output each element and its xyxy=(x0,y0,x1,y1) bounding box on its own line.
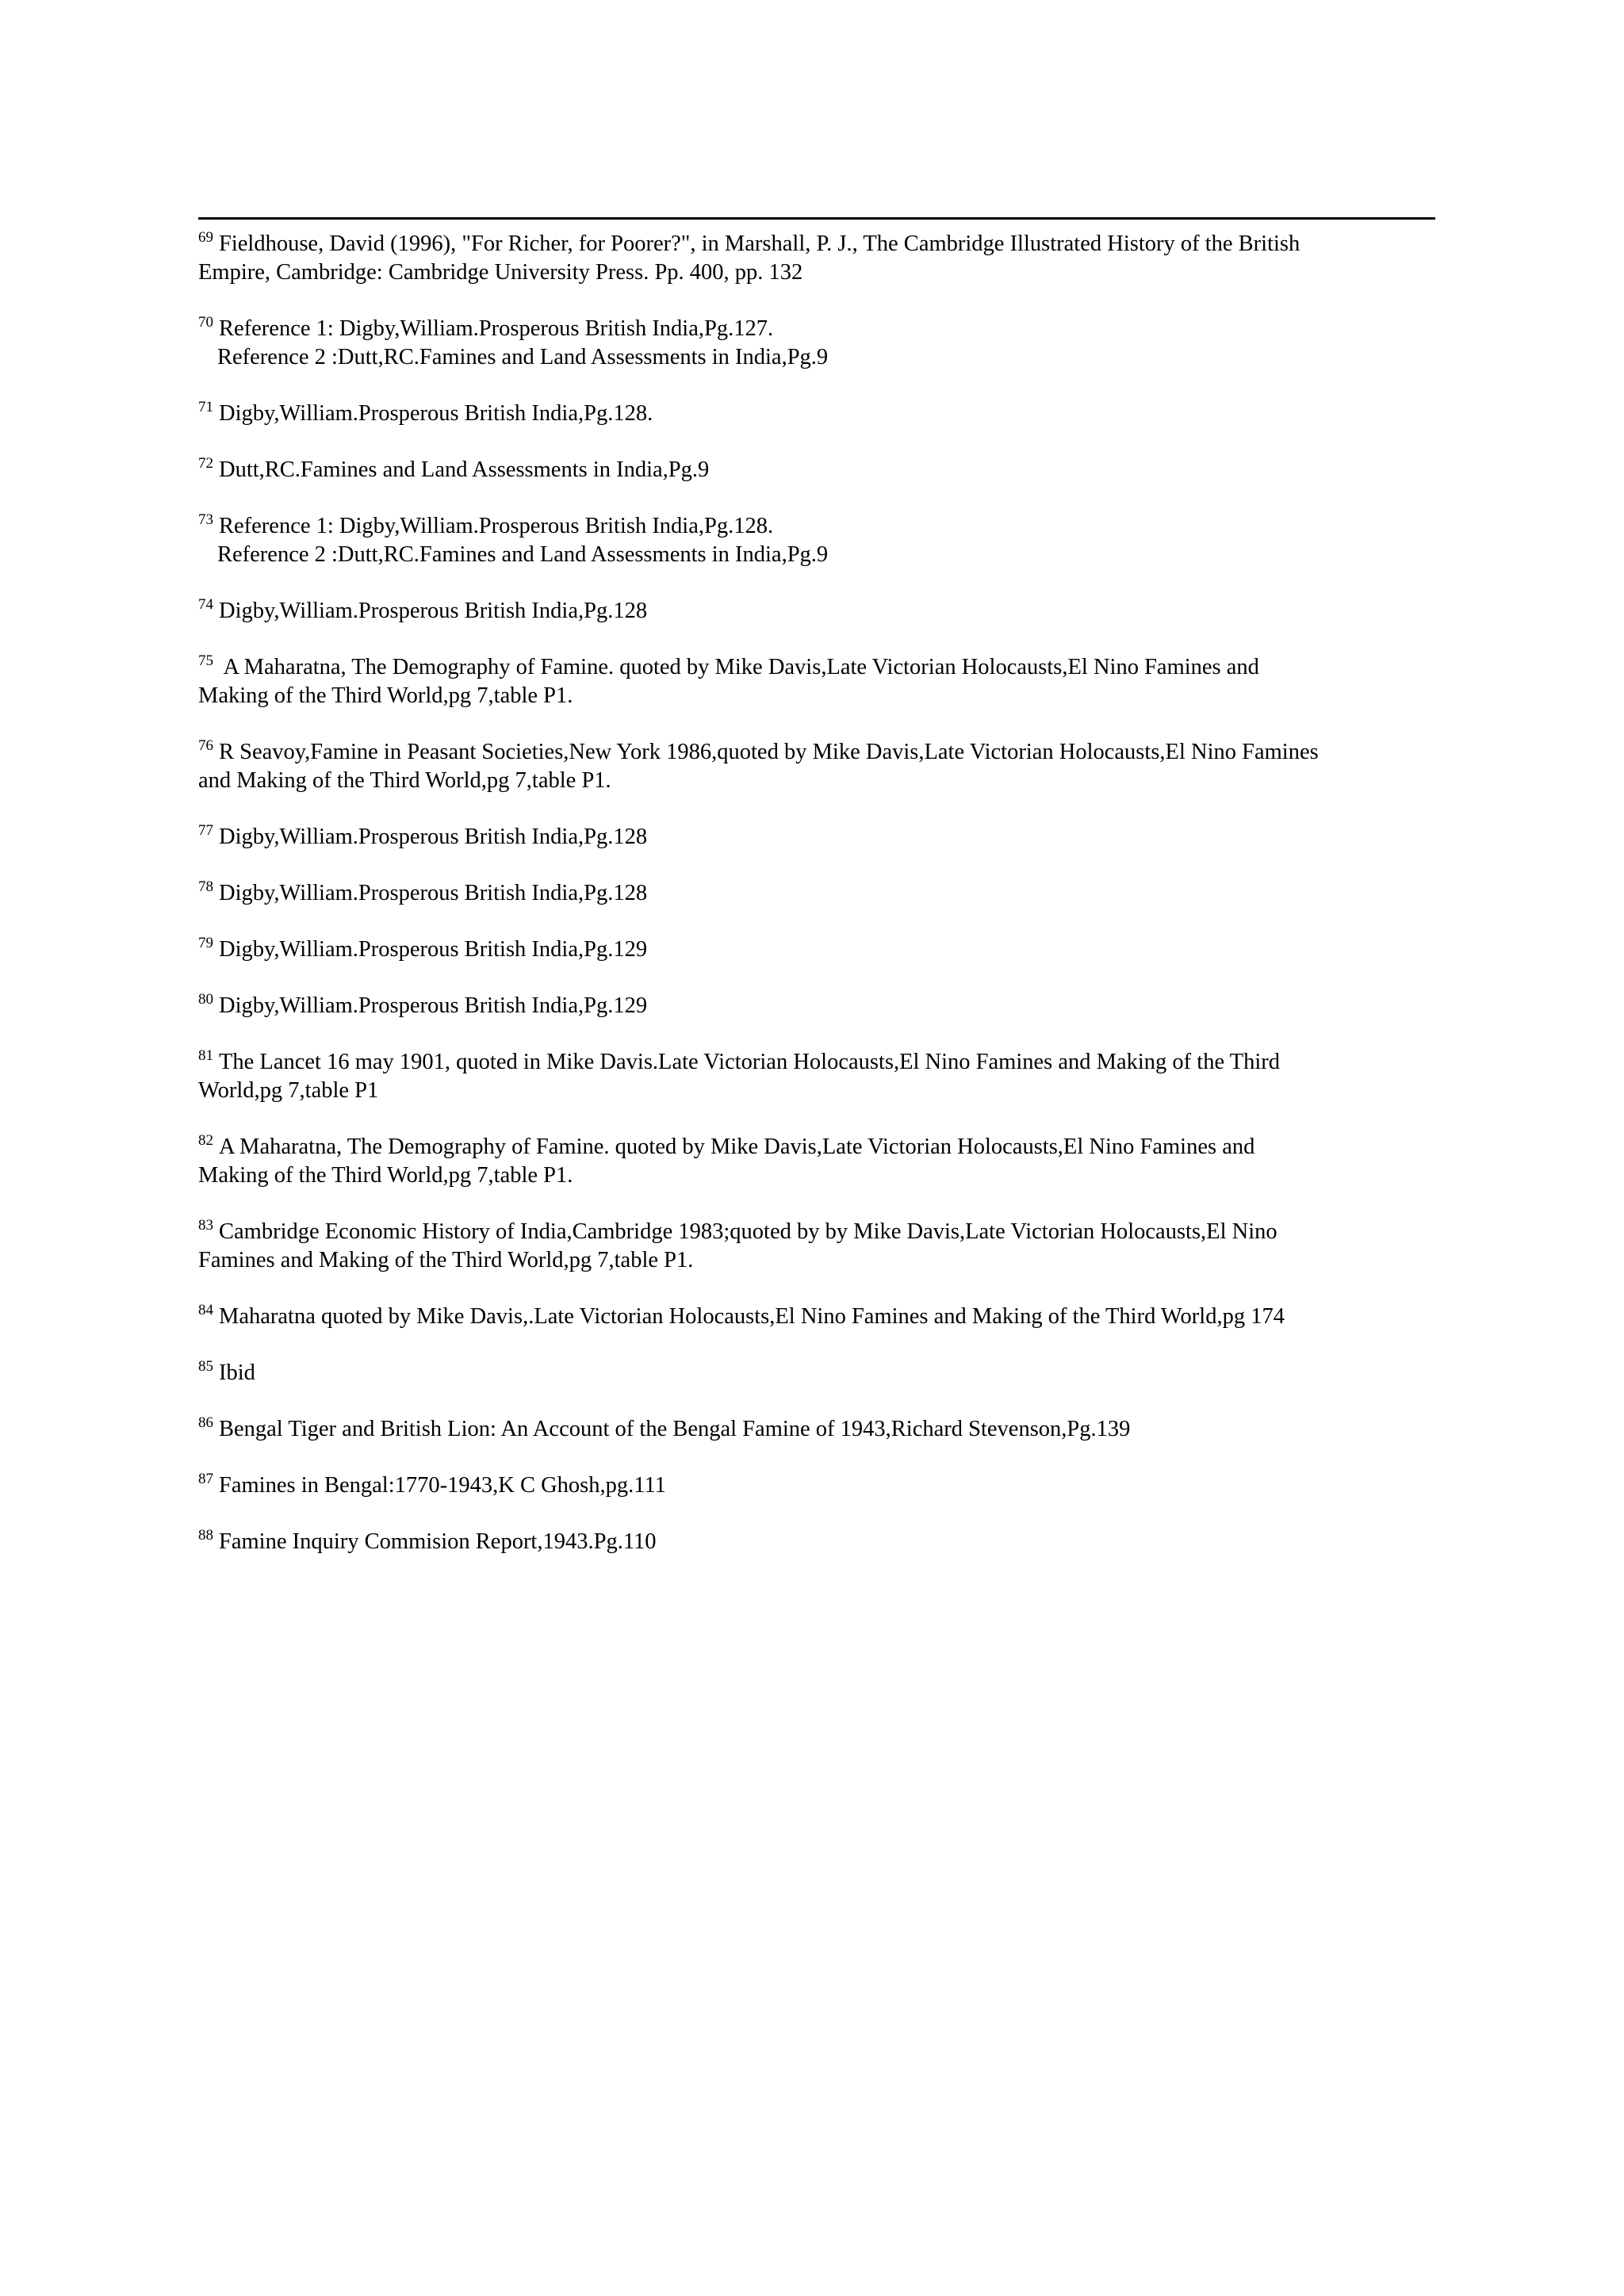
footnote-text: Famines in Bengal:1770-1943,K C Ghosh,pg.111 xyxy=(219,1473,666,1498)
footnote-text: The Lancet 16 may 1901, quoted in Mike Davis.Late Victorian Holocausts,El Nino Famines and Making of the Third xyxy=(219,1050,1281,1074)
footnote-number: 85 xyxy=(198,1358,213,1375)
footnote-text: Reference 1: Digby,William.Prosperous British India,Pg.127. xyxy=(219,316,774,341)
footnote xyxy=(198,597,1451,626)
footnote-number: 82 xyxy=(198,1132,213,1149)
footnote-text: Bengal Tiger and British Lion: An Account of the Bengal Famine of 1943,Richard Stevenson,Pg.139 xyxy=(219,1417,1131,1441)
footnote-number: 79 xyxy=(198,935,213,951)
footnote-text: Maharatna quoted by Mike Davis,.Late Victorian Holocausts,El Nino Famines and Making of the Third World,pg 174 xyxy=(219,1304,1285,1329)
footnote-number: 75 xyxy=(198,652,213,669)
footnote-number: 69 xyxy=(198,229,213,246)
footnote-text: Making of the Third World,pg 7,table P1. xyxy=(198,1163,573,1188)
footnote-text: Ibid xyxy=(219,1360,255,1385)
footnote xyxy=(198,315,1451,372)
footnote-text: A Maharatna, The Demography of Famine. quoted by Mike Davis,Late Victorian Holocausts,El Nino Famines and xyxy=(219,655,1259,679)
footnote-text: Digby,William.Prosperous British India,Pg.128. xyxy=(219,401,653,426)
footnote xyxy=(198,1359,1451,1387)
footnote-text: Digby,William.Prosperous British India,Pg.129 xyxy=(219,993,648,1018)
footnote xyxy=(198,738,1451,795)
footnote-text: Cambridge Economic History of India,Cambridge 1983;quoted by by Mike Davis,Late Victorian Holocausts,El Nino xyxy=(219,1219,1277,1244)
footnote-text: Digby,William.Prosperous British India,Pg.128 xyxy=(219,881,648,905)
footnote-text: and Making of the Third World,pg 7,table P1. xyxy=(198,768,611,793)
footnote-text: Reference 1: Digby,William.Prosperous British India,Pg.128. xyxy=(219,514,774,538)
footnote-text: Reference 2 :Dutt,RC.Famines and Land Assessments in India,Pg.9 xyxy=(217,542,829,567)
footnote-text: Famine Inquiry Commision Report,1943.Pg.110 xyxy=(219,1529,657,1554)
footnote xyxy=(198,879,1451,908)
footnote-number: 70 xyxy=(198,314,213,331)
footnote-text: Digby,William.Prosperous British India,Pg.128 xyxy=(219,599,648,623)
footnote xyxy=(198,1218,1451,1275)
footnote xyxy=(198,936,1451,964)
footnote xyxy=(198,1528,1451,1556)
footnote xyxy=(198,1415,1451,1444)
footnote-number: 88 xyxy=(198,1527,213,1544)
footnote-number: 80 xyxy=(198,991,213,1008)
footnote xyxy=(198,1471,1451,1500)
footnote-number: 74 xyxy=(198,596,213,613)
footnote-text: Making of the Third World,pg 7,table P1. xyxy=(198,683,573,708)
footnote-number: 83 xyxy=(198,1217,213,1234)
footnote xyxy=(198,653,1451,710)
footnote-text: A Maharatna, The Demography of Famine. quoted by Mike Davis,Late Victorian Holocausts,El Nino Famines and xyxy=(219,1135,1255,1159)
footnote-number: 76 xyxy=(198,737,213,754)
footnote-number: 77 xyxy=(198,822,213,839)
footnote-number: 86 xyxy=(198,1414,213,1431)
footnote-number: 71 xyxy=(198,399,213,415)
footnote-list xyxy=(198,230,1451,1584)
footnote-number: 78 xyxy=(198,878,213,895)
footnote xyxy=(198,1048,1451,1105)
footnote xyxy=(198,456,1451,484)
footnote-number: 81 xyxy=(198,1047,213,1064)
footnote-text: World,pg 7,table P1 xyxy=(198,1078,379,1103)
footnote xyxy=(198,1303,1451,1331)
footnote-text: Famines and Making of the Third World,pg 7,table P1. xyxy=(198,1248,694,1272)
footnote-text: Fieldhouse, David (1996), "For Richer, for Poorer?", in Marshall, P. J., The Cambridge Illustrated History of the British xyxy=(219,232,1300,256)
footnote xyxy=(198,512,1451,569)
footnote xyxy=(198,230,1451,287)
footnote-text: Reference 2 :Dutt,RC.Famines and Land Assessments in India,Pg.9 xyxy=(217,345,829,369)
footnote-number: 72 xyxy=(198,455,213,472)
footnote xyxy=(198,1133,1451,1190)
footnote-text: Digby,William.Prosperous British India,Pg.128 xyxy=(219,825,648,849)
footnote-separator-rule xyxy=(198,217,1435,220)
footnote xyxy=(198,823,1451,851)
footnote-text: Dutt,RC.Famines and Land Assessments in India,Pg.9 xyxy=(219,457,710,482)
footnote xyxy=(198,400,1451,428)
footnote-text: Empire, Cambridge: Cambridge University Press. Pp. 400, pp. 132 xyxy=(198,260,803,285)
footnote xyxy=(198,992,1451,1020)
footnote-number: 84 xyxy=(198,1302,213,1318)
footnote-text: Digby,William.Prosperous British India,Pg.129 xyxy=(219,937,648,962)
footnote-number: 73 xyxy=(198,511,213,528)
footnote-number: 87 xyxy=(198,1471,213,1487)
footnote-text: R Seavoy,Famine in Peasant Societies,New York 1986,quoted by Mike Davis,Late Victorian Holocausts,El Nino Famines xyxy=(219,740,1319,764)
